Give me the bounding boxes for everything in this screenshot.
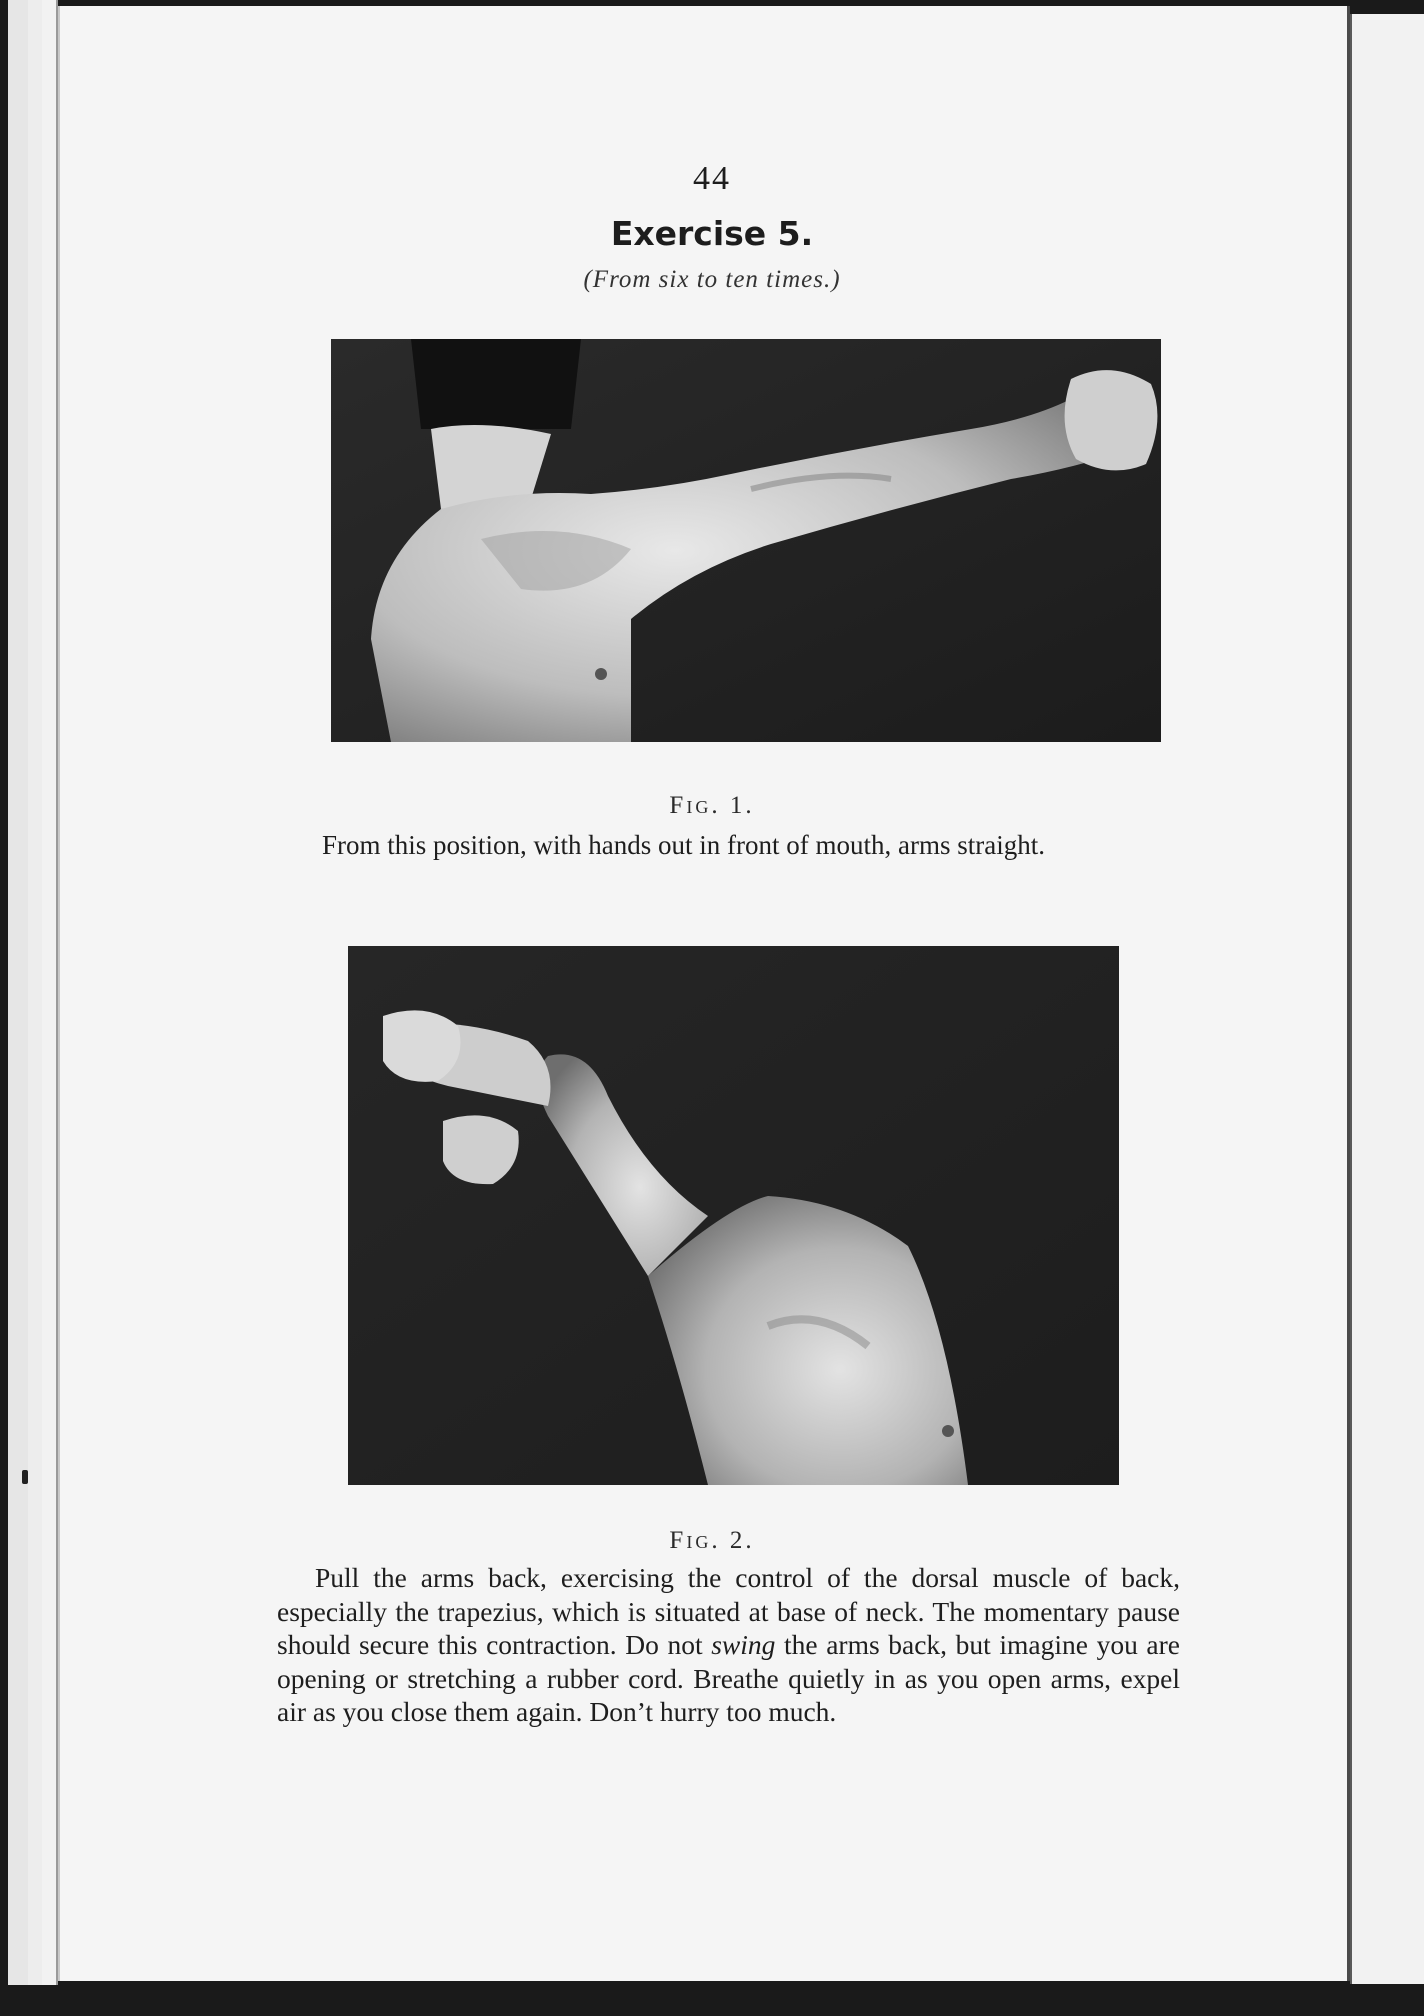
page-edge bbox=[42, 0, 58, 1985]
figure-2-text-after: the arms back, but imagine you are opening or stretching a rubber cord. Breathe quietly in as you open arms, expel air as you close them again. Don’t hurry too much. bbox=[277, 1629, 1181, 1727]
figure-2-text bbox=[277, 1561, 1180, 1729]
figure-1-caption: Fig. 1. bbox=[669, 792, 755, 819]
figure-1-text-body: From this position, with hands out in front of mouth, arms straight. bbox=[322, 830, 1045, 860]
exercise-subtitle: (From six to ten times.) bbox=[583, 266, 841, 293]
figure-2-photo bbox=[348, 946, 1119, 1485]
exercise-heading: Exercise 5. bbox=[610, 214, 814, 253]
figure-1-photo bbox=[331, 339, 1161, 742]
binding-mark bbox=[22, 1470, 28, 1484]
facing-page-edge bbox=[1350, 14, 1424, 1984]
figure-1-text bbox=[284, 829, 1190, 862]
figure-2-caption: Fig. 2. bbox=[669, 1527, 755, 1554]
page-number: 44 bbox=[693, 160, 731, 197]
figure-2-text-before: Pull the arms back, exercising the control of the dorsal muscle of back, especially the trapezius, which is situated at base of neck. The momentary pause should secure this contraction. Do not bbox=[277, 1562, 1180, 1660]
page-edge bbox=[8, 0, 30, 1985]
emphasis-swing: swing bbox=[711, 1629, 776, 1660]
